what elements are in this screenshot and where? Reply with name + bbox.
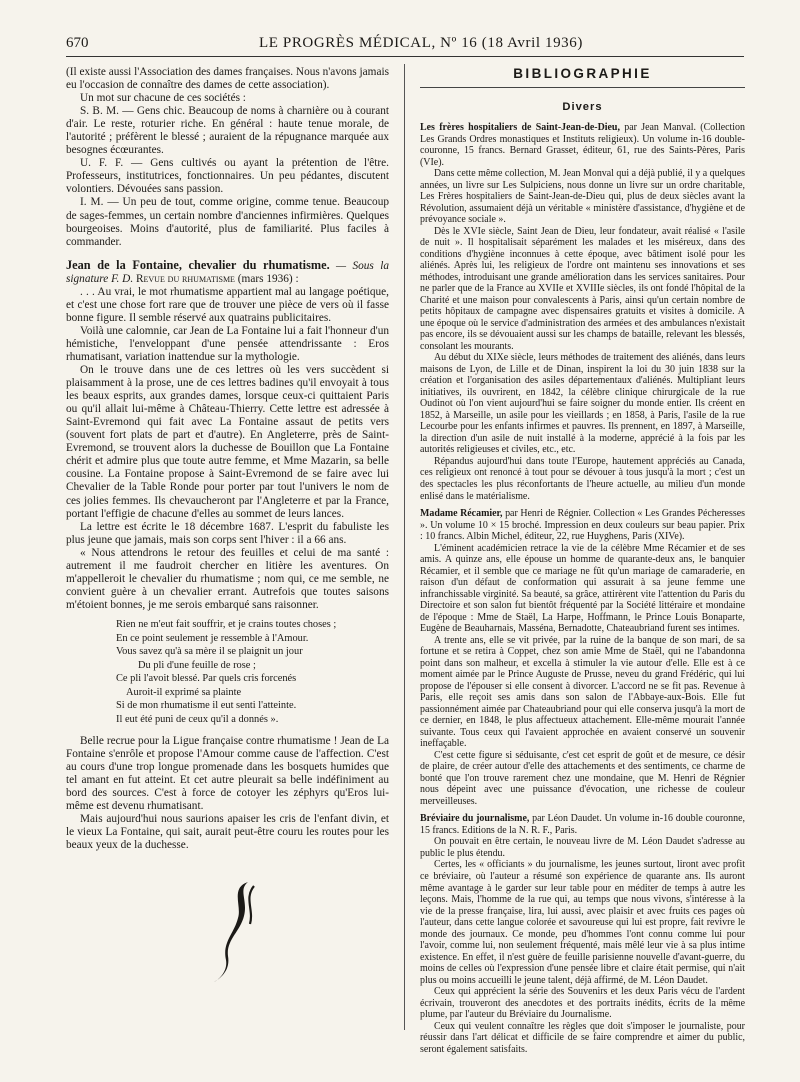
- entry-ref: par Léon Daudet. Un volume in-16 double couronne, 15 francs. Editions de la N. R. F., Paris.: [420, 813, 745, 836]
- left-column: [66, 66, 389, 852]
- poem-line: Du pli d'une feuille de rose ;: [138, 659, 256, 671]
- intro-section: [66, 66, 389, 249]
- paragraph: Belle recrue pour la Ligue française contre rhumatisme ! Jean de La Fontaine s'enrôle et propose l'Amour comme cause de l'affection. C'est au cours d'une trop longue promenade dans les bosquets humides que tel amant en fut atteint. Et cet autre pleurait sa belle indéfiniment au bord des sources. C'est à force de cotoyer les zéphyrs qu'Eros lui-même est devenu rhumatisant.: [66, 734, 389, 812]
- paragraph: On le trouve dans une de ces lettres où les vers succèdent si plaisamment à la prose, une de ces lettres badines qu'il envoyait à tous les beaux esprits, aux grandes dames, lorsque ceux-ci quittaient Paris ou qu'il allait lui-même à Château-Thierry. Cette lettre est adressée à Saint-Evremond qui fait avec La Fontaine assaut de petits vers (souvent fort plats de part et d'autre). En Angleterre, près de Saint-Evremond, se trouvent alors la duchesse de Bouillon que La Fontaine chérit et admire plus que toute autre femme, et Mme Mazarin, sa belle cousine. La Fontaine propose à Saint-Evremond de se faire avec lui Chevalier de la Table Ronde pour porter par tout l'univers le nom de ces jolies femmes. Ils chevaucheront par l'Angleterre et par la France, portant l'effigie de chacune d'elles au sommet de leurs lances.: [66, 364, 389, 520]
- paragraph: On pouvait en être certain, le nouveau livre de M. Léon Daudet s'adresse au public le plus étendu.: [420, 836, 745, 859]
- poem-line: En ce point seulement je ressemble à l'Amour.: [116, 632, 309, 644]
- decorative-flourish-icon: [208, 876, 268, 986]
- entry-title: Bréviaire du journalisme,: [420, 813, 530, 825]
- right-column: [420, 66, 745, 1055]
- article-body-2: [66, 735, 389, 852]
- entry-title: Madame Récamier,: [420, 508, 503, 520]
- bibliography-entry: [420, 122, 745, 502]
- paragraph: Mais aujourd'hui nous saurions apaiser les cris de l'enfant divin, et le vieux La Fontaine, qui sait, aurait peut-être couru les routes pour les beaux yeux de la duchesse.: [66, 812, 389, 852]
- poem-line: Vous savez qu'à sa mère il se plaignit un jour: [116, 646, 303, 658]
- poem: [116, 618, 389, 727]
- paragraph: L'éminent académicien retrace la vie de la célèbre Mme Récamier et de ses amis. A quinze ans, elle épouse un homme de quarante-deux ans, le banquier Récamier, et il semble que ce mariage ne fût qu'un mariage de camaraderie, en raison d'un défaut de conformation qui assurait à sa jeune femme une infranchissable virginité. Sa beauté, sa grâce, attirèrent vite l'attention du Paris du Directoire et son salon fut bientôt fréquenté par la Société littéraire et mondaine de l'époque : Mme de Staël, La Harpe, Hoffmann, le Prince Louis Bonaparte, Eugène de Beauharnais, Masséna, Bernadotte, Chateaubriand furent ses intimes.: [420, 542, 745, 635]
- poem-line: Auroit-il exprimé sa plainte: [126, 686, 242, 698]
- bibliography-entry: [420, 508, 745, 807]
- entry-reference: [420, 813, 745, 836]
- article-byline-post: (mars 1936) :: [234, 272, 299, 285]
- entry-title: Les frères hospitaliers de Saint-Jean-de-Dieu,: [420, 122, 620, 133]
- entry-body: [420, 543, 745, 808]
- article-body-1: [66, 286, 389, 612]
- page-header: [66, 30, 744, 57]
- paragraph: . . . Au vrai, le mot rhumatisme appartient mal au langage poétique, et c'est une chose fort rare que de trouver une pièce de vers où il fasse bonne figure. Il semble réservé aux quatrains publicitaires.: [66, 285, 389, 324]
- entry-ref: par Henri de Régnier. Collection « Les Grandes Pécheresses ». Un volume 10 × 15 broché. Impression en deux couleurs sur beau papier. Prix : 10 francs. Albin Michel, éditeur, 22, rue Huyghens, Paris (XIVe).: [420, 508, 745, 543]
- entry-reference: [420, 122, 745, 168]
- paragraph: Ceux qui apprécient la série des Souvenirs et les deux Paris vécu de l'ardent écrivain, trouveront des anecdotes et des portraits inédits, écrits de la même plume, par l'auteur du Bréviaire du Journalisme.: [420, 986, 745, 1021]
- article-source: Revue du rhumatisme: [135, 272, 235, 285]
- paragraph: Dès le XVIe siècle, Saint Jean de Dieu, leur fondateur, avait réalisé « l'asile de nuit ». Il hospitalisait séparément les malades et les miséreux, dans des conditions d'hygiène inconnues à cette époque, avec bâtiment isolé pour les aliénés. Après lui, les religieux de l'ordre ont maintenu ses innovations et ses méthodes, introduisant une grande amélioration dans les services sanitaires. Pour ne parler que de la France au XVIIe et XVIIIe siècles, ils ont fondé l'hôpital de la Charité et une maison pour convalescents à Paris, ainsi qu'un certain nombre de petits hôpitaux de campagne avec dispensaires gratuits et visites à domicile. A une époque où le service d'administration des armées et des ambulances n'existait pas encore, ils se dévouaient aussi sur les champs de bataille, relevant les blessés, consolant les mourants.: [420, 225, 745, 352]
- paragraph: C'est cette figure si séduisante, c'est cet esprit de goût et de mesure, ce désir de plaire, de créer autour d'elle des attachements et des sentiments, ce charme de bonté que l'on trouve rarement chez une mondaine, que M. Henri de Régnier nous dépeint avec une puissance d'évocation, une richesse de couleur merveilleuses.: [420, 749, 745, 807]
- paragraph: Dans cette même collection, M. Jean Monval qui a déjà publié, il y a quelques années, un livre sur Les Sulpiciens, nous donne un livre sur un ordre charitable, Les Frères hospitaliers de Saint-Jean-de-Dieu qui, plus de deux siècles avant la Révolution, assumaient déjà un véritable « ministère d'assistance, d'hygiène et de prévoyance sociale ».: [420, 168, 746, 226]
- section-title: BIBLIOGRAPHIE: [420, 66, 745, 88]
- poem-line: Rien ne m'eut fait souffrir, et je crains toutes choses ;: [116, 618, 337, 630]
- paragraph: I. M. — Un peu de tout, comme origine, comme tenue. Beaucoup de sages-femmes, un certain nombre d'anciennes infirmières. Quelques bourgeoises. Moins d'autorité, plus de familiarité. Plus faciles à commander.: [66, 196, 389, 248]
- poem-line: Ce pli l'avoit blessé. Par quels cris forcenés: [116, 673, 297, 685]
- paragraph: Un mot sur chacune de ces sociétés :: [80, 92, 246, 105]
- article-title: Jean de la Fontaine, chevalier du rhumatisme.: [66, 257, 330, 272]
- entry-ref: par Jean Manval. (Collection Les Grands Ordres monastiques et Instituts religieux). Un volume in-16 double-couronne, 15 francs. Bernard Grasset, éditeur, 61, rue des Saints-Pères, Paris (VIe).: [420, 122, 745, 168]
- paragraph: La lettre est écrite le 18 décembre 1687. L'esprit du fabuliste les plus jeune que jamais, mais son corps sent l'hiver : il a 66 ans.: [66, 520, 389, 546]
- paragraph: « Nous attendrons le retour des feuilles et celui de ma santé : autrement il me faudroit chercher en litière les aventures. On m'appelleroit le chevalier du rhumatisme ; nom qui, ce me semble, ne convient guère à un chevalier errant. Autrefois que toutes saisons m'étoient bonnes, je me serois embarqué sans raisonner.: [66, 546, 389, 611]
- poem-line: Si de mon rhumatisme il eut senti l'atteinte.: [116, 700, 297, 712]
- article-heading: [66, 259, 389, 286]
- paragraph: Répandus aujourd'hui dans toute l'Europe, hautement appréciés au Canada, ces religieux ont renoncé à tout pour se dévouer à tous jusqu'à la mort ; c'est un des spectacles les plus réconfortants de l'heure actuelle, au milieu d'un monde enlisé dans le matérialisme.: [420, 455, 745, 502]
- paragraph: Ceux qui veulent connaître les règles que doit s'imposer le journaliste, pour réussir dans l'art délicat et difficile de se faire comprendre et aimer du public, seront également satisfaits.: [420, 1020, 745, 1055]
- article-byline-pre: — Sous la signature F. D.: [66, 259, 389, 285]
- subsection-title: Divers: [562, 101, 603, 113]
- paragraph: (Il existe aussi l'Association des dames françaises. Nous n'avons jamais eu l'occasion de connaître des dames de cette association).: [66, 66, 389, 92]
- journal-title: LE PROGRÈS MÉDICAL, Nº 16 (18 Avril 1936): [259, 35, 583, 51]
- entry-body: [420, 836, 745, 1055]
- bibliography-entry: [420, 813, 745, 1055]
- paragraph: S. B. M. — Gens chic. Beaucoup de noms à charnière ou à courant d'air. Le reste, roturier riche. En général : haute tenue morale, de l'autorité ; préfèrent le blessé ; auraient de la répugnance marquée aux besognes écœurantes.: [66, 105, 389, 157]
- paragraph: Certes, les « officiants » du journalisme, les jeunes surtout, liront avec profit ce bréviaire, où l'auteur a résumé son expérience de quarante ans. Ils auront même avantage à le garder sur leur table pour en méditer de temps à autre les leçons. Mais, l'homme de la rue qui, au temps que nous vivons, s'intéresse à la vie de la presse française, lira, lui aussi, avec plaisir et avec fruits ces pages où l'auteur, dans cette langue colorée et savoureuse qui lui est propre, fait revivre le monde des journaux. Ce monde, peu d'hommes l'ont connu comme lui pour l'avoir, comme lui, non seulement fréquenté, mais mêlé leur vie à sa plus intime existence. En effet, il n'est guère de feuille parisienne nouvelle d'avant-guerre, du moins de celles où l'expression d'une pensée libre et claire était permise, qui n'ait plus ou moins accueilli le jeune talent, déjà affirmé, de M. Léon Daudet.: [420, 859, 745, 986]
- page-number: 670: [66, 35, 89, 51]
- paragraph: Voilà une calomnie, car Jean de La Fontaine lui a fait l'honneur d'un hémistiche, l'enveloppant d'une pensée attendrissante : Eros rhumatisant, variation inattendue sur la mythologie.: [66, 324, 389, 363]
- column-divider: [404, 64, 405, 1030]
- paragraph: Au début du XIXe siècle, leurs méthodes de traitement des aliénés, dans leurs maisons de Lyon, de Lille et de Dinan, inspirent la loi du 30 juin 1838 sur la création et l'organisation des asiles départementaux d'aliénés. Multipliant leurs initiatives, ils ouvrirent, en 1842, la célèbre clinique chirurgicale de la rue Oudinot où l'on vient aujourd'hui se faire soigner du monde entier. Ils créent en 1852, à Marseille, un asile pour les vieillards ; en 1858, à Paris, l'asile de la rue Lecourbe pour les enfants infirmes et pauvres. Ils prennent, en 1897, à Marseille, la direction d'un asile de nuit installé à la moderne, apprécié à la fois par les autorités religieuses et civiles, etc., etc.: [420, 352, 745, 456]
- poem-line: Il eut été puni de ceux qu'il a donnés ».: [116, 714, 279, 726]
- entry-body: [420, 168, 745, 502]
- paragraph: A trente ans, elle se vit privée, par la ruine de la banque de son mari, de sa fortune et se retira à Coppet, chez son amie Mme de Staël, qui ne l'abandonna point dans son malheur, et excella à stimuler la vie autour d'elle. Elle est à ce moment aimée par le Prince Auguste de Prusse, neveu du grand Frédéric, qui lui propose de l'épouser si elle consent à divorcer. L'accord ne se fit pas. Revenue à Paris, elle reçoit ses amis dans son salon de l'Abbaye-aux-Bois. Elle fut passionnément aimée par Chateaubriand pour qui elle conserva jusqu'à la mort de ce dernier, en 1848, le plus affectueux attachement. Elle-même mourait l'année suivante. Tous ceux qui l'avaient approchée en avaient conservé un souvenir ineffaçable.: [420, 634, 745, 750]
- entry-reference: [420, 508, 745, 543]
- paragraph: U. F. F. — Gens cultivés ou ayant la prétention de l'être. Professeurs, institutrices, fonctionnaires. Un peu pédantes, discutent volontiers. Dévouées sans passion.: [66, 157, 389, 196]
